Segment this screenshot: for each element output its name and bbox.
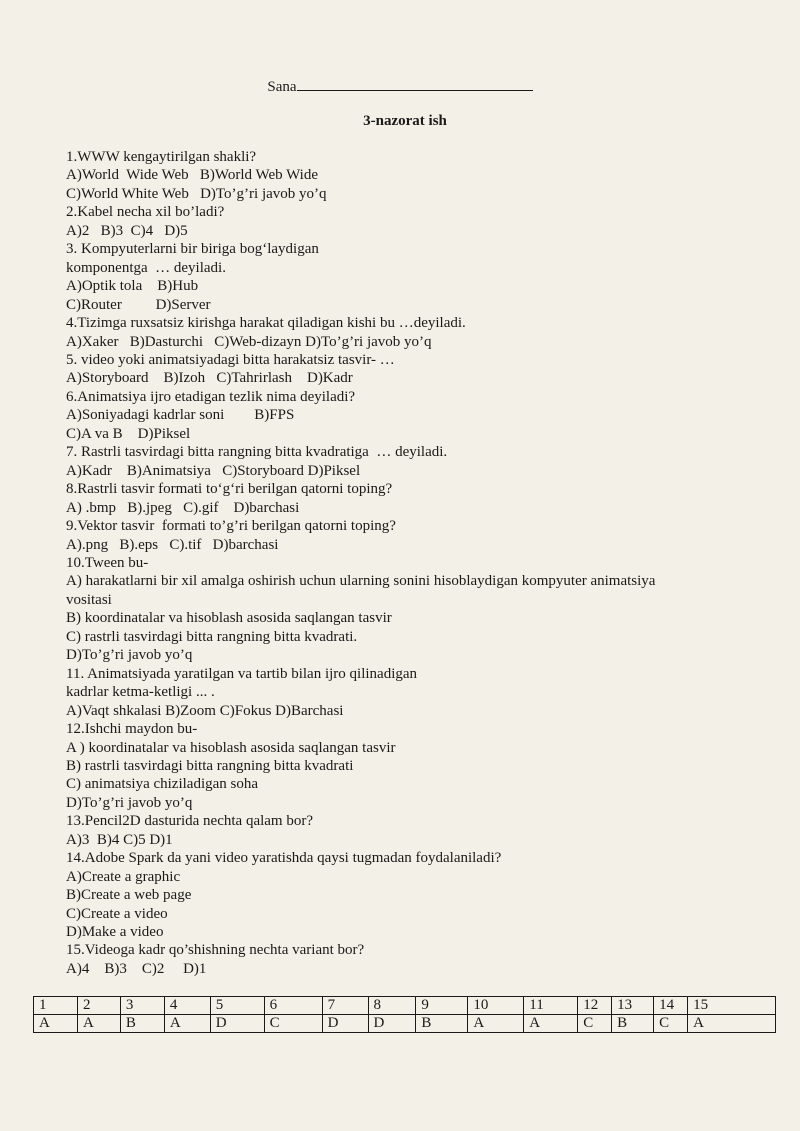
answer-key-answer-cell: B	[612, 1015, 654, 1033]
question-line: C) rastrli tasvirdagi bitta rangning bitta kvadrati.	[66, 628, 358, 645]
question-line: A)Soniyadagi kadrlar soni B)FPS	[66, 407, 295, 424]
question-line: C)Create a video	[66, 905, 168, 922]
question-list	[66, 148, 766, 978]
answer-key-answer-cell: A	[468, 1015, 524, 1033]
question-line: 14.Adobe Spark da yani video yaratishda qaysi tugmadan foydalaniladi?	[66, 850, 502, 867]
question-line: 11. Animatsiyada yaratilgan va tartib bilan ijro qilinadigan	[66, 665, 418, 682]
question-line: 5. video yoki animatsiyadagi bitta harakatsiz tasvir- …	[66, 351, 395, 368]
answer-key-table	[33, 996, 776, 1033]
answer-key-answer-cell: C	[654, 1015, 688, 1033]
question-line: 8.Rastrli tasvir formati toʻgʻri berilgan qatorni toping?	[66, 481, 393, 498]
question-line: 15.Videoga kadr qo’shishning nechta variant bor?	[66, 942, 365, 959]
answer-key-number-cell: 1	[34, 997, 78, 1015]
question-line: C)World White Web D)To’g’ri javob yo’q	[66, 185, 327, 202]
answer-key-number-cell: 5	[210, 997, 264, 1015]
question-line: D)To’g’ri javob yo’q	[66, 647, 193, 664]
answer-key-answer-cell: D	[368, 1015, 416, 1033]
answer-key-number-cell: 8	[368, 997, 416, 1015]
question-line: A)3 B)4 C)5 D)1	[66, 831, 173, 848]
question-line: A ) koordinatalar va hisoblash asosida saqlangan tasvir	[66, 739, 396, 756]
question-line: vositasi	[66, 591, 112, 608]
answer-key-answer-row	[34, 1015, 776, 1033]
answer-key-number-cell: 10	[468, 997, 524, 1015]
question-line: B) rastrli tasvirdagi bitta rangning bitta kvadrati	[66, 757, 354, 774]
answer-key-number-cell: 12	[578, 997, 612, 1015]
answer-key-number-cell: 14	[654, 997, 688, 1015]
question-line: A)2 B)3 C)4 D)5	[66, 222, 188, 239]
question-line: A)Xaker B)Dasturchi C)Web-dizayn D)To’g’ri javob yo’q	[66, 333, 432, 350]
question-line: A)Create a graphic	[66, 868, 181, 885]
question-line: A) .bmp B).jpeg C).gif D)barchasi	[66, 499, 300, 516]
answer-key-answer-cell: A	[688, 1015, 776, 1033]
question-line: A).png B).eps C).tif D)barchasi	[66, 536, 279, 553]
answer-key-answer-cell: C	[264, 1015, 322, 1033]
question-line: C) animatsiya chiziladigan soha	[66, 776, 259, 793]
answer-key-answer-cell: A	[524, 1015, 578, 1033]
question-line: B) koordinatalar va hisoblash asosida saqlangan tasvir	[66, 610, 392, 627]
question-line: 1.WWW kengaytirilgan shakli?	[66, 149, 257, 165]
question-line: 4.Tizimga ruxsatsiz kirishga harakat qiladigan kishi bu …deyiladi.	[66, 315, 466, 332]
answer-key-number-cell: 7	[322, 997, 368, 1015]
answer-key-answer-cell: C	[578, 1015, 612, 1033]
question-line: 2.Kabel necha xil bo’ladi?	[66, 204, 225, 221]
answer-key-answer-cell: B	[120, 1015, 164, 1033]
answer-key-number-cell: 6	[264, 997, 322, 1015]
page-title: 3-nazorat ish	[363, 113, 447, 129]
question-line: D)Make a video	[66, 924, 164, 941]
question-line: A)World Wide Web B)World Web Wide	[66, 167, 318, 184]
question-line: kadrlar ketma-ketligi ... .	[66, 684, 215, 701]
date-blank-line	[297, 76, 533, 91]
answer-key-number-cell: 13	[612, 997, 654, 1015]
question-line: A)Kadr B)Animatsiya C)Storyboard D)Piksel	[66, 462, 361, 479]
question-line: 10.Tween bu-	[66, 554, 149, 571]
question-line: 6.Animatsiya ijro etadigan tezlik nima deyiladi?	[66, 388, 356, 405]
date-label: Sana	[267, 79, 297, 95]
question-line: A) harakatlarni bir xil amalga oshirish uchun ularning sonini hisoblaydigan kompyuter animatsiya	[66, 573, 656, 590]
answer-key-number-cell: 3	[120, 997, 164, 1015]
answer-key-answer-cell: B	[416, 1015, 468, 1033]
answer-key-answer-cell: A	[34, 1015, 78, 1033]
question-line: D)To’g’ri javob yo’q	[66, 794, 193, 811]
question-line: 7. Rastrli tasvirdagi bitta rangning bitta kvadratiga … deyiladi.	[66, 444, 448, 461]
answer-key-number-cell: 11	[524, 997, 578, 1015]
answer-key-answer-cell: D	[322, 1015, 368, 1033]
answer-key-answer-cell: A	[77, 1015, 120, 1033]
answer-key-number-cell: 15	[688, 997, 776, 1015]
question-line: C)Router D)Server	[66, 296, 211, 313]
answer-key-number-row	[34, 997, 776, 1015]
question-line: A)4 B)3 C)2 D)1	[66, 960, 207, 977]
answer-key-number-cell: 4	[164, 997, 210, 1015]
question-line: C)A va B D)Piksel	[66, 425, 191, 442]
question-line: A)Vaqt shkalasi B)Zoom C)Fokus D)Barchasi	[66, 702, 344, 719]
question-line: 12.Ishchi maydon bu-	[66, 721, 198, 738]
question-line: A)Storyboard B)Izoh C)Tahrirlash D)Kadr	[66, 370, 353, 387]
question-line: 13.Pencil2D dasturida nechta qalam bor?	[66, 813, 314, 830]
date-field	[0, 76, 800, 97]
answer-key-number-cell: 9	[416, 997, 468, 1015]
answer-key-answer-cell: A	[164, 1015, 210, 1033]
question-line: B)Create a web page	[66, 887, 192, 904]
answer-key-number-cell: 2	[77, 997, 120, 1015]
question-line: 3. Kompyuterlarni bir biriga bogʻlaydigan	[66, 241, 319, 258]
question-line: A)Optik tola B)Hub	[66, 278, 199, 295]
question-line: komponentga … deyiladi.	[66, 259, 226, 276]
question-line: 9.Vektor tasvir formati to’g’ri berilgan qatorni toping?	[66, 518, 396, 535]
answer-key-answer-cell: D	[210, 1015, 264, 1033]
